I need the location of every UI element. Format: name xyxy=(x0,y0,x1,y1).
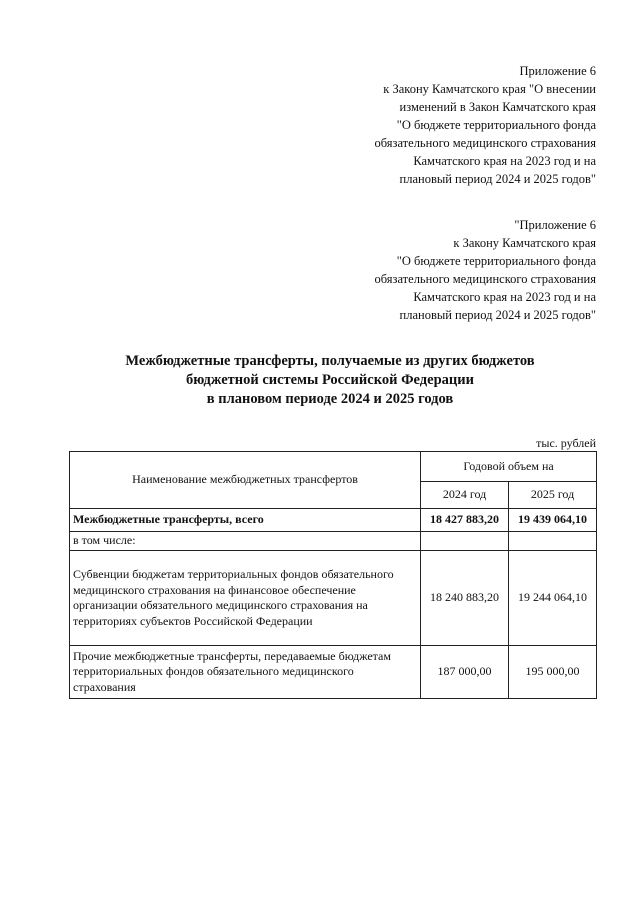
annex-header-original xyxy=(374,216,596,324)
row-value-2024: 187 000,00 xyxy=(421,646,509,699)
row-name-cell: Межбюджетные трансферты, всего xyxy=(70,509,421,532)
header-name-cell: Наименование межбюджетных трансфертов xyxy=(70,452,421,509)
table-row xyxy=(70,532,597,551)
transfers-table xyxy=(69,451,597,699)
row-value-2025: 19 439 064,10 xyxy=(509,509,597,532)
annex-line: Приложение 6 xyxy=(519,64,596,78)
annex-line: плановый период 2024 и 2025 годов" xyxy=(399,172,596,186)
header-year-2025: 2025 год xyxy=(509,481,597,508)
annex-line: к Закону Камчатского края xyxy=(453,236,596,250)
row-value-2025: 19 244 064,10 xyxy=(509,551,597,646)
annex-line: изменений в Закон Камчатского края xyxy=(399,100,596,114)
row-value-2024: 18 240 883,20 xyxy=(421,551,509,646)
annex-line: плановый период 2024 и 2025 годов" xyxy=(399,308,596,322)
title-line: бюджетной системы Российской Федерации xyxy=(186,372,474,388)
title-line: Межбюджетные трансферты, получаемые из других бюджетов xyxy=(125,353,535,369)
annex-line: к Закону Камчатского края "О внесении xyxy=(383,82,596,96)
header-volume-cell: Годовой объем на xyxy=(421,452,597,482)
annex-header-amending xyxy=(374,62,596,188)
row-value-2025: 195 000,00 xyxy=(509,646,597,699)
annex-line: Камчатского края на 2023 год и на xyxy=(413,290,596,304)
annex-line: обязательного медицинского страхования xyxy=(374,272,596,286)
annex-line: "О бюджете территориального фонда xyxy=(396,254,596,268)
table-row xyxy=(70,551,597,646)
row-value-2024 xyxy=(421,532,509,551)
table-row xyxy=(70,646,597,699)
row-name-cell: в том числе: xyxy=(70,532,421,551)
document-title xyxy=(60,352,600,409)
row-value-2024: 18 427 883,20 xyxy=(421,509,509,532)
units-label: тыс. рублей xyxy=(536,436,596,450)
annex-line: обязательного медицинского страхования xyxy=(374,136,596,150)
row-name-cell: Субвенции бюджетам территориальных фондов обязательного медицинского страхования на финансовое обеспечение организации обязательного медицинского страхования на территориях субъектов Российской Федерации xyxy=(70,551,421,646)
annex-line: "Приложение 6 xyxy=(514,218,596,232)
header-year-2024: 2024 год xyxy=(421,481,509,508)
annex-line: "О бюджете территориального фонда xyxy=(396,118,596,132)
table-header-row xyxy=(70,452,597,482)
table-row xyxy=(70,509,597,532)
row-value-2025 xyxy=(509,532,597,551)
row-name-cell: Прочие межбюджетные трансферты, передаваемые бюджетам территориальных фондов обязательного медицинского страхования xyxy=(70,646,421,699)
title-line: в плановом периоде 2024 и 2025 годов xyxy=(206,391,454,407)
annex-line: Камчатского края на 2023 год и на xyxy=(413,154,596,168)
